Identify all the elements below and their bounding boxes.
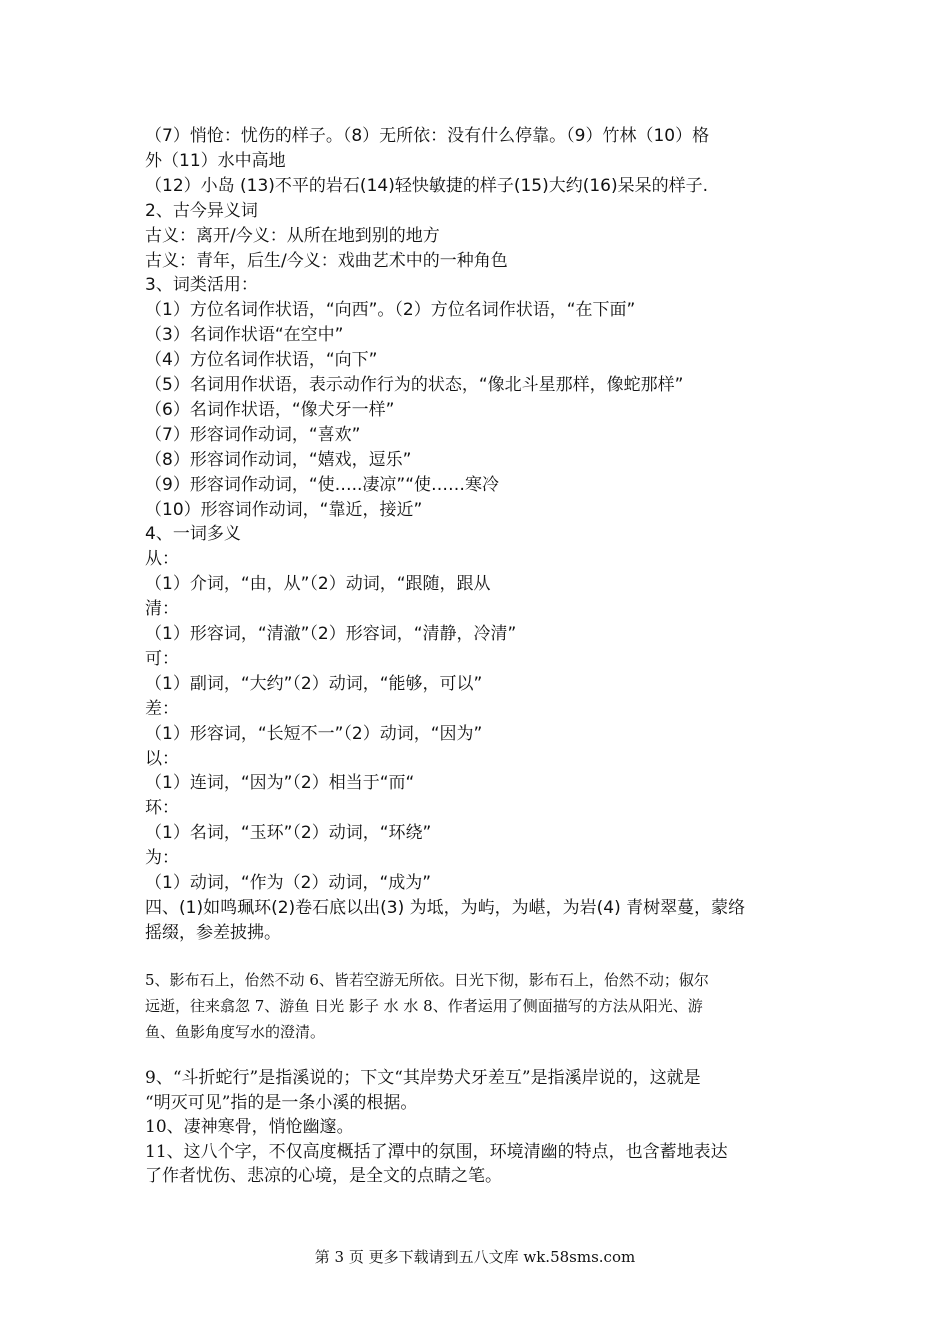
text-line: 从： (145, 549, 179, 570)
text-line: （3）名词作状语“在空中” (145, 325, 344, 346)
text-line: （4）方位名词作状语，“向下” (145, 350, 378, 371)
text-line: （1）形容词，“长短不一”（2）动词，“因为” (145, 723, 483, 744)
text-line: 5、影布石上，佁然不动 6、皆若空游无所依。日光下彻，影布石上，佁然不动；俶尔 (145, 971, 709, 989)
text-line: 了作者忧伤、悲凉的心境，是全文的点睛之笔。 (145, 1166, 502, 1186)
text-line: （7）悄怆：忧伤的样子。（8）无所依：没有什么停靠。（9）竹林（10）格 (145, 126, 710, 146)
text-line: （1）连词，“因为”（2）相当于“而“ (145, 773, 415, 794)
text-line: 外（11）水中高地 (145, 150, 286, 171)
text-line: （1）动词，“作为（2）动词，“成为” (145, 873, 432, 893)
text-line: 摇缀，参差披拂。 (145, 922, 281, 943)
text-line: 11、这八个字，不仅高度概括了潭中的氛围，环境清幽的特点，也含蓄地表达 (145, 1141, 728, 1162)
text-line: 古义：离开/今义：从所在地到别的地方 (145, 225, 440, 246)
text-line: 可： (145, 648, 179, 669)
text-line: 9、“斗折蛇行”是指溪说的；下文“其岸势犬牙差互”是指溪岸说的，这就是 (145, 1068, 701, 1088)
text-line: “明灭可见”指的是一条小溪的根据。 (145, 1092, 418, 1113)
text-line: （8）形容词作动词，“嬉戏，逗乐” (145, 449, 412, 470)
page-footer: 第 3 页 更多下载请到五八文库 wk.58sms.com (314, 1248, 636, 1266)
text-line: 为： (145, 848, 179, 869)
text-line: （5）名词用作状语，表示动作行为的状态，“像北斗星那样，像蛇那样” (145, 375, 684, 395)
text-line: （1）方位名词作状语，“向西”。（2）方位名词作状语，“在下面” (145, 300, 636, 321)
text-line: （7）形容词作动词，“喜欢” (145, 424, 361, 445)
text-line: 3、词类活用： (145, 275, 258, 296)
text-line: （6）名词作状语，“像犬牙一样” (145, 399, 395, 420)
text-line: （1）名词，“玉环”（2）动词，“环绕” (145, 823, 432, 844)
text-line: 四、(1)如鸣珮环(2)卷石底以出(3) 为坻，为屿，为嵁，为岩(4) 青树翠蔓，蒙络 (145, 897, 746, 918)
text-line: 清： (145, 599, 179, 620)
text-line: 古义：青年，后生/今义：戏曲艺术中的一种角色 (145, 250, 508, 271)
text-line: 2、古今异义词 (145, 200, 258, 221)
text-line: （10）形容词作动词，“靠近，接近” (145, 499, 423, 520)
text-line: 10、凄神寒骨，悄怆幽邃。 (145, 1117, 354, 1137)
text-line: （12）小岛 (13)不平的岩石(14)轻快敏捷的样子(15)大约(16)呆呆的样子. (145, 175, 709, 196)
text-line: 环： (145, 798, 179, 819)
text-line: 4、一词多义 (145, 524, 241, 545)
text-line: （1）形容词，“清澈”（2）形容词，“清静，冷清” (145, 624, 517, 644)
text-line: （9）形容词作动词，“使…..凄凉”“使……寒冷 (145, 474, 500, 495)
text-line: 远逝，往来翕忽 7、游鱼 日光 影子 水 水 8、作者运用了侧面描写的方法从阳光、游 (145, 997, 703, 1015)
text-line: （1）介词，“由，从”（2）动词，“跟随，跟从 (145, 574, 491, 595)
text-line: 鱼、鱼影角度写水的澄清。 (145, 1023, 326, 1041)
text-line: 以： (145, 748, 179, 769)
text-line: 差： (145, 698, 179, 719)
text-line: （1）副词，“大约”（2）动词，“能够，可以” (145, 673, 483, 694)
